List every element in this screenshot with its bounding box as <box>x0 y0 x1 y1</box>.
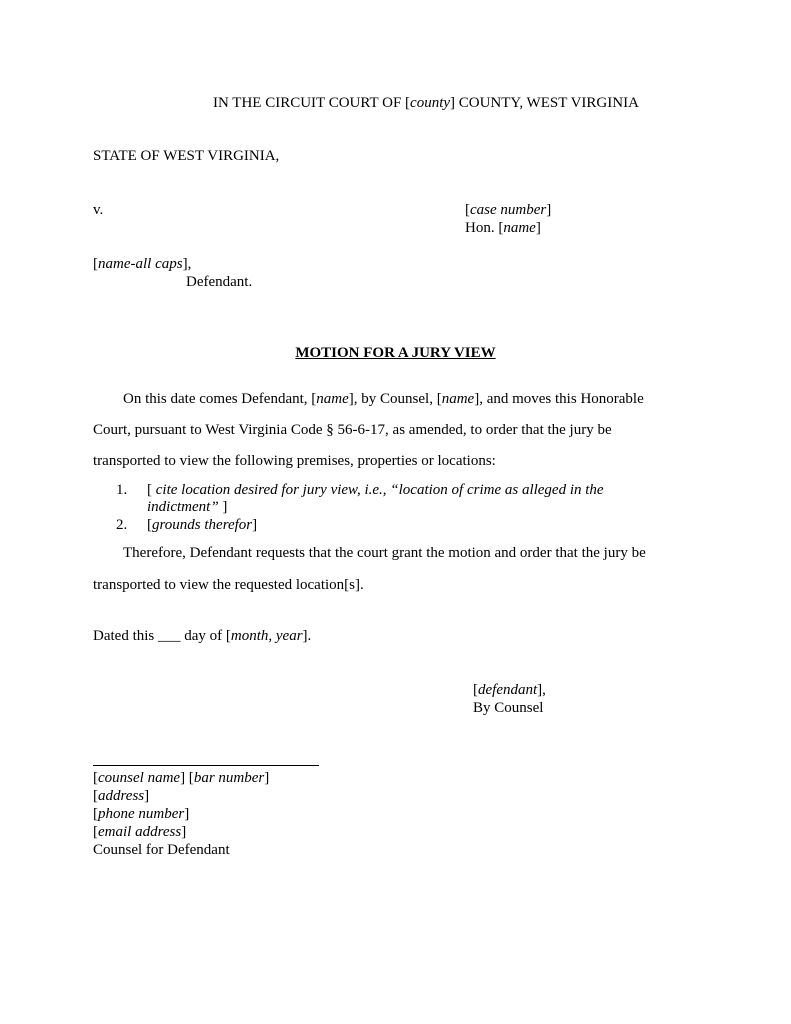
signature-defendant: [defendant], <box>473 682 546 698</box>
counsel-phone: [phone number] <box>93 806 190 822</box>
counsel-email: [email address] <box>93 824 187 840</box>
list-item-number: 1. <box>116 482 128 498</box>
counsel-name-bar: [counsel name] [bar number] <box>93 770 270 786</box>
paragraph-2-line-1: Therefore, Defendant requests that the court grant the motion and order that the jury be <box>123 545 646 561</box>
dated-line: Dated this ___ day of [month, year]. <box>93 628 312 644</box>
list-item-text: [ cite location desired for jury view, i.e., “location of crime as alleged in the <box>147 482 604 498</box>
court-heading: IN THE CIRCUIT COURT OF [county] COUNTY, WEST VIRGINIA <box>213 95 639 111</box>
paragraph-1-line-3: transported to view the following premises, properties or locations: <box>93 453 496 469</box>
plaintiff-name: STATE OF WEST VIRGINIA, <box>93 148 280 164</box>
versus-label: v. <box>93 202 104 218</box>
defendant-name: [name-all caps], <box>93 256 192 272</box>
county-placeholder: county <box>410 95 451 111</box>
document-title: MOTION FOR A JURY VIEW <box>295 345 496 361</box>
list-item-text-continued: indictment” ] <box>147 499 228 515</box>
judge-name: Hon. [name] <box>465 220 541 236</box>
counsel-role: Counsel for Defendant <box>93 842 230 858</box>
counsel-address: [address] <box>93 788 150 804</box>
paragraph-1-line-2: Court, pursuant to West Virginia Code § 56-6-17, as amended, to order that the jury be <box>93 422 612 438</box>
paragraph-1-line-1: On this date comes Defendant, [name], by Counsel, [name], and moves this Honorable <box>123 391 644 407</box>
defendant-label: Defendant. <box>186 274 253 290</box>
case-number: [case number] <box>465 202 552 218</box>
list-item-text: [grounds therefor] <box>147 517 258 533</box>
list-item-number: 2. <box>116 517 128 533</box>
signature-by-counsel: By Counsel <box>473 700 544 716</box>
paragraph-2-line-2: transported to view the requested location[s]. <box>93 577 364 593</box>
signature-line <box>93 765 319 766</box>
